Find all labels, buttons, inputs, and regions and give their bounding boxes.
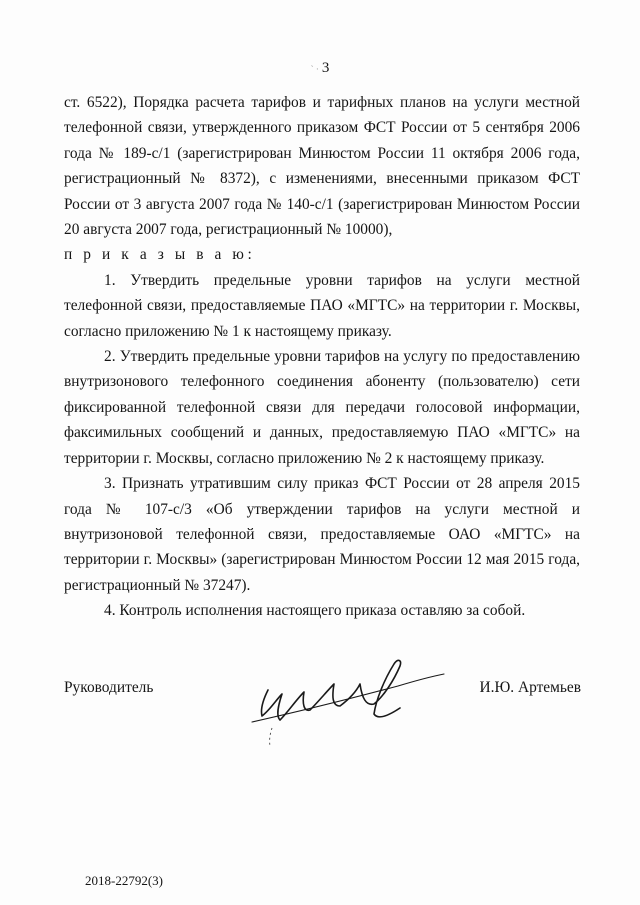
scan-mark: ` · xyxy=(310,63,319,74)
signatory-title: Руководитель xyxy=(64,679,154,696)
item-3-paragraph: 3. Признать утратившим силу приказ ФСТ России от 28 апреля 2015 года № 107-с/3 «Об утверждении тарифов на услуги местной и внутризоновой телефонной связи, предоставляемые ОАО «МГТС» на территории г. Москвы» (зарегистрирован Минюстом России 12 мая 2015 года, регистрационный № 37247). xyxy=(64,475,580,594)
item-4-paragraph: 4. Контроль исполнения настоящего приказа оставляю за собой. xyxy=(104,602,526,620)
handwritten-signature xyxy=(248,650,448,750)
item-1-paragraph: 1. Утвердить предельные уровни тарифов на услуги местной телефонной связи, предоставляемые ПАО «МГТС» на территории г. Москвы, согласно приложению № 1 к настоящему приказу. xyxy=(64,271,580,340)
page-number: ` · 3 xyxy=(310,60,330,76)
intro-paragraph: ст. 6522), Порядка расчета тарифов и тарифных планов на услуги местной телефонной связи, утвержденного приказом ФСТ России от 5 сентября 2006 года № 189-с/1 (зарегистрирован Минюстом России 11 октября 2006 года, регистрационный № 8372), с изменениями, внесенными приказом ФСТ России от 3 августа 2007 года № 140-с/1 (зарегистрирован Минюстом России 20 августа 2007 года, регистрационный № 10000), xyxy=(64,94,580,239)
document-code: 2018-22792(3) xyxy=(85,873,163,888)
prikazyvayu-line: п р и к а з ы в а ю: xyxy=(64,246,256,264)
item-2-paragraph: 2. Утвердить предельные уровни тарифов на услугу по предоставлению внутризонового телефонного соединения абоненту (пользователю) сети фиксированной телефонной связи для передачи голосовой информации, факсимильных сообщений и данных, предоставляемую ПАО «МГТС» на территории г. Москвы, согласно приложению № 2 к настоящему приказу. xyxy=(64,348,580,467)
document-body xyxy=(64,90,580,624)
signatory-name: И.Ю. Артемьев xyxy=(479,679,581,696)
